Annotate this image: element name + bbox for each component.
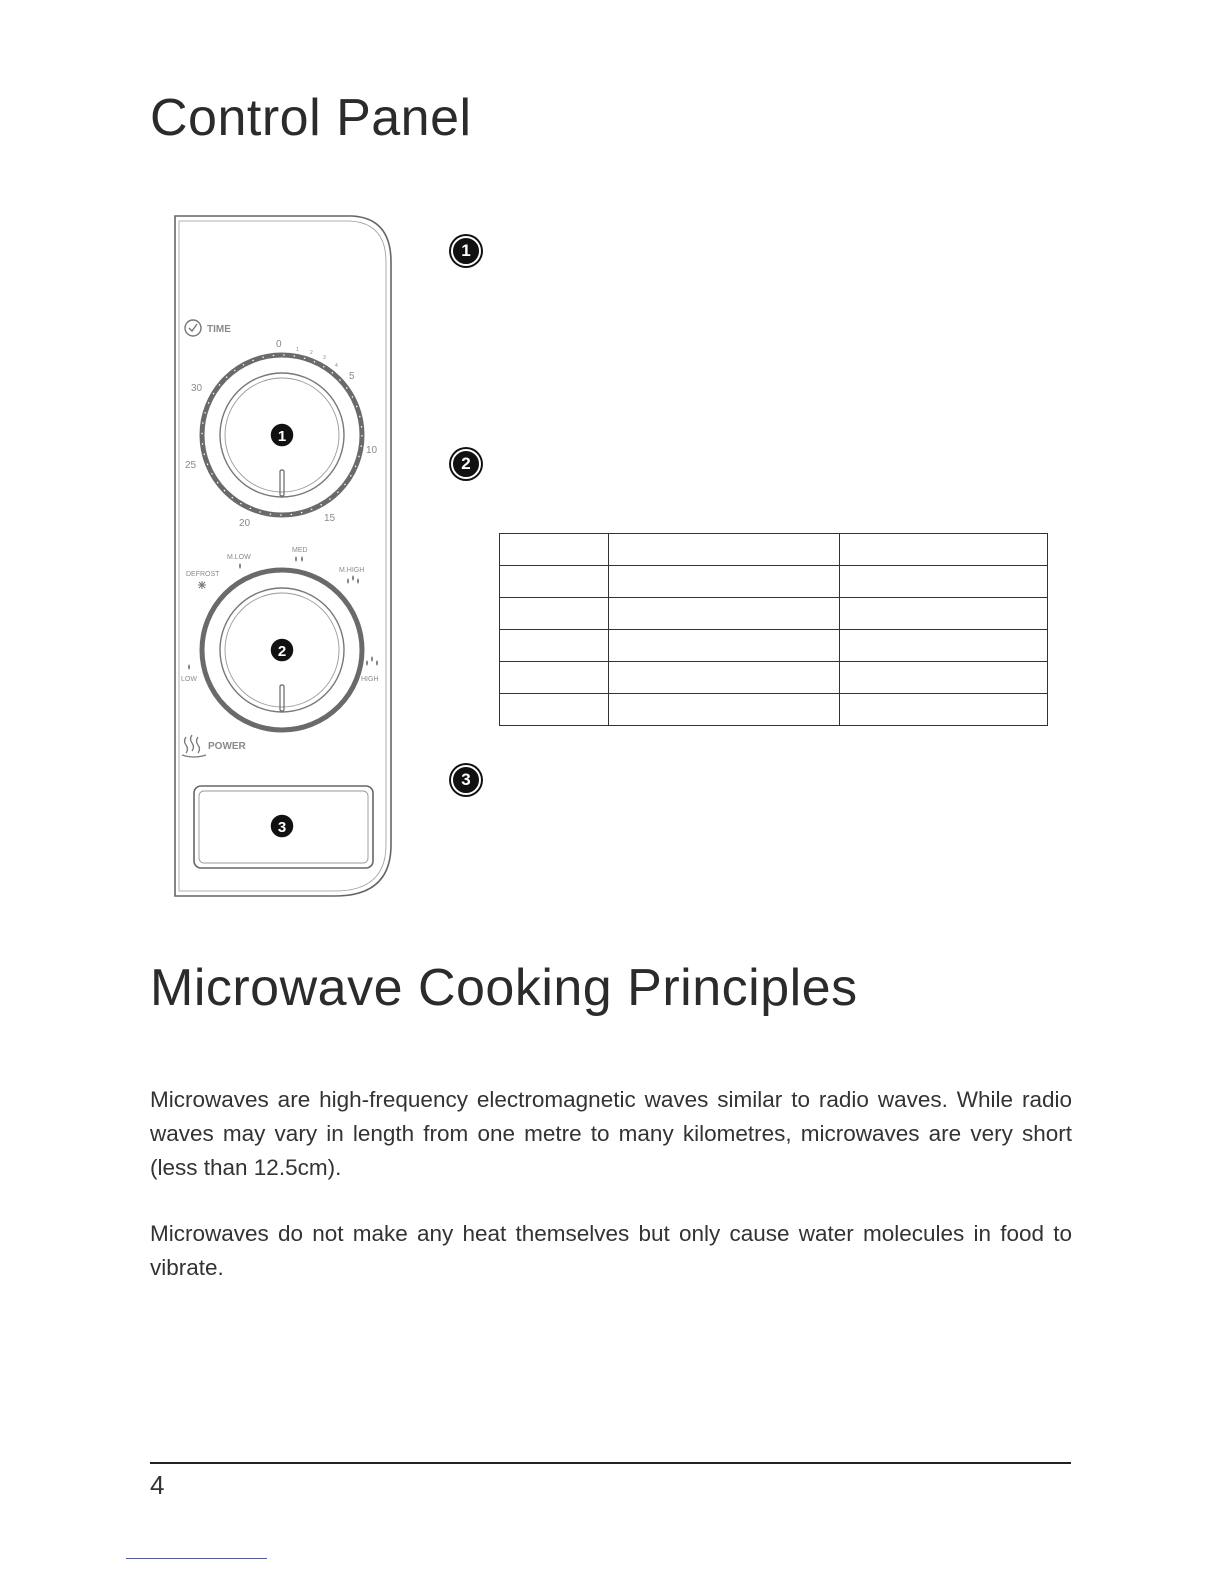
power-label: POWER bbox=[208, 741, 246, 752]
table-cell bbox=[500, 694, 609, 726]
paragraph-2: Microwaves do not make any heat themselves but only cause water molecules in food to vibrate. bbox=[150, 1221, 1072, 1280]
legend-callout-1: 1 bbox=[451, 236, 481, 266]
time-label: TIME bbox=[207, 324, 231, 335]
table-row bbox=[500, 630, 1048, 662]
table-row bbox=[500, 566, 1048, 598]
table-cell bbox=[840, 534, 1048, 566]
time-mark-15: 15 bbox=[324, 513, 336, 524]
page-title: Control Panel bbox=[150, 89, 472, 147]
paragraph-1: Microwaves are high-frequency electromagnetic waves similar to radio waves. While radio waves may vary in length from one metre to many kilometres, microwaves are very short (less than 12.5cm). bbox=[150, 1087, 1072, 1180]
table-cell bbox=[500, 566, 609, 598]
power-mark-mhigh: M.HIGH bbox=[339, 567, 365, 574]
snowflake-icon bbox=[198, 581, 206, 589]
power-mark-med: MED bbox=[292, 547, 308, 554]
table-cell bbox=[500, 534, 609, 566]
heat-waves-icon bbox=[182, 735, 206, 757]
time-mark-10: 10 bbox=[366, 445, 378, 456]
callout-2 bbox=[270, 638, 294, 662]
table-cell bbox=[840, 694, 1048, 726]
power-mark-low: LOW bbox=[181, 676, 197, 683]
power-mark-mlow: M.LOW bbox=[227, 554, 251, 561]
table-cell bbox=[609, 662, 840, 694]
table-row bbox=[500, 598, 1048, 630]
time-mark-30: 30 bbox=[191, 383, 203, 394]
panel-outline bbox=[175, 216, 391, 896]
callout-2-number: 2 bbox=[277, 643, 287, 660]
table-row bbox=[500, 534, 1048, 566]
table-row bbox=[500, 662, 1048, 694]
table-cell bbox=[609, 630, 840, 662]
control-panel-diagram bbox=[170, 210, 400, 905]
table-cell bbox=[500, 630, 609, 662]
time-mark-4: 4 bbox=[335, 363, 338, 369]
footer-rule bbox=[150, 1462, 1071, 1464]
callout-1 bbox=[270, 423, 294, 447]
table-cell bbox=[609, 694, 840, 726]
time-mark-2: 2 bbox=[310, 350, 313, 356]
table-cell bbox=[840, 566, 1048, 598]
time-mark-0: 0 bbox=[276, 339, 282, 350]
time-mark-5: 5 bbox=[349, 371, 355, 382]
link-underline[interactable] bbox=[126, 1558, 267, 1559]
callout-3 bbox=[270, 814, 294, 838]
legend-callout-2: 2 bbox=[451, 449, 481, 479]
table-cell bbox=[500, 598, 609, 630]
time-mark-20: 20 bbox=[239, 518, 251, 529]
power-mark-high: HIGH bbox=[361, 676, 379, 683]
table-cell bbox=[609, 598, 840, 630]
table-row bbox=[500, 694, 1048, 726]
legend-callout-3: 3 bbox=[451, 765, 481, 795]
page-number: 4 bbox=[150, 1470, 165, 1500]
time-mark-3: 3 bbox=[323, 355, 326, 361]
table-cell bbox=[840, 598, 1048, 630]
clock-icon bbox=[185, 320, 201, 336]
power-mark-defrost: DEFROST bbox=[186, 571, 220, 578]
table-cell bbox=[840, 630, 1048, 662]
section-title: Microwave Cooking Principles bbox=[150, 959, 858, 1017]
time-mark-1: 1 bbox=[296, 347, 299, 353]
power-level-table bbox=[499, 533, 1048, 726]
callout-3-number: 3 bbox=[277, 819, 287, 836]
table-cell bbox=[609, 534, 840, 566]
table-cell bbox=[840, 662, 1048, 694]
table-cell bbox=[609, 566, 840, 598]
table-cell bbox=[500, 662, 609, 694]
time-mark-25: 25 bbox=[185, 460, 197, 471]
callout-1-number: 1 bbox=[277, 428, 287, 445]
